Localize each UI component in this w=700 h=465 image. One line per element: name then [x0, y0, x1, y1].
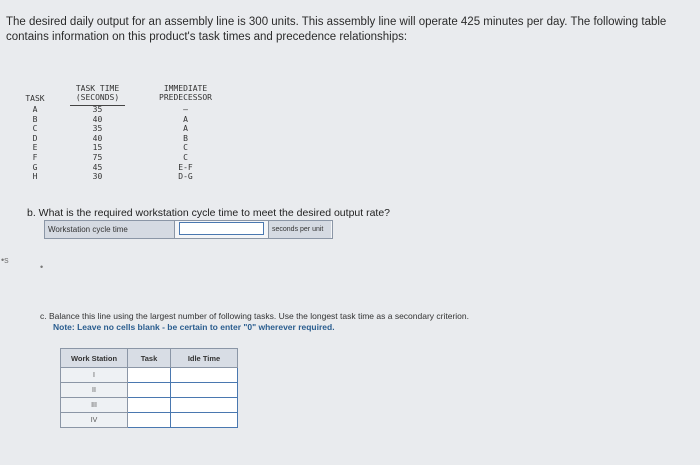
task-time-cell: 40 — [92, 133, 103, 143]
question-b: b. What is the required workstation cycle time to meet the desired output rate? — [27, 207, 391, 219]
header-idle-time: Idle Time — [171, 349, 238, 368]
task-input[interactable] — [128, 413, 171, 428]
header-time-2: (SECONDS) — [75, 93, 120, 102]
idle-time-input[interactable] — [171, 368, 238, 383]
task-pred-cell: B — [183, 133, 188, 143]
task-task-cell: B — [32, 114, 38, 124]
workstation-row — [61, 368, 238, 383]
task-time-cell: 35 — [92, 124, 103, 134]
header-time-1: TASK TIME — [75, 84, 120, 93]
cycle-time-input[interactable] — [179, 222, 264, 235]
task-task-cell: D — [32, 133, 38, 143]
note-text: Note: Leave no cells blank - be certain to enter "0" wherever required. — [53, 322, 335, 332]
stray-dot: • — [40, 262, 44, 272]
task-pred-cell: E-F — [178, 162, 193, 172]
task-task-cell: C — [32, 124, 38, 134]
task-pred-cell: A — [183, 124, 188, 134]
task-time-cell: 40 — [92, 114, 103, 124]
task-task-cell: F — [32, 153, 38, 162]
task-task-cell: G — [32, 162, 38, 172]
idle-time-input[interactable] — [171, 383, 238, 398]
task-task-cell: E — [32, 143, 38, 153]
task-time-cell: 75 — [92, 153, 103, 162]
workstation-row — [61, 413, 238, 428]
cycle-time-row — [44, 220, 333, 239]
task-input[interactable] — [128, 383, 171, 398]
task-time-cell: 45 — [92, 162, 103, 172]
intro-text: The desired daily output for an assembly line is 300 units. This assembly line will operate 425 minutes per day. The following table contains information on this product's task times and precedence relationships: — [6, 16, 667, 43]
task-pred-cell: A — [183, 114, 188, 124]
task-time-cell: 35 — [92, 105, 103, 114]
task-input[interactable] — [128, 368, 171, 383]
idle-time-input[interactable] — [171, 398, 238, 413]
task-time-cell: 15 — [92, 143, 103, 153]
header-task-col: Task — [128, 349, 171, 368]
task-info-table — [0, 80, 240, 200]
idle-time-input[interactable] — [171, 413, 238, 428]
workstation-number: III — [61, 398, 128, 413]
task-pred-cell: — — [183, 105, 188, 114]
margin-mark: •s — [1, 255, 9, 265]
task-task-cell: A — [32, 105, 38, 114]
cycle-time-unit: seconds per unit — [268, 221, 331, 238]
question-c: c. Balance this line using the largest number of following tasks. Use the longest task time as a secondary criterion. — [40, 311, 469, 321]
task-pred-cell: C — [183, 153, 188, 162]
header-pred-1: IMMEDIATE — [163, 84, 208, 93]
header-work-station: Work Station — [61, 349, 128, 368]
task-time-cell: 30 — [92, 172, 103, 182]
workstation-row — [61, 383, 238, 398]
task-task-cell: H — [32, 172, 38, 182]
workstation-number: IV — [61, 413, 128, 428]
task-pred-cell: C — [183, 143, 188, 153]
task-pred-cell: D-G — [178, 172, 193, 182]
header-pred-2: PREDECESSOR — [159, 93, 212, 102]
workstation-number: I — [61, 368, 128, 383]
task-input[interactable] — [128, 398, 171, 413]
header-underline — [70, 105, 125, 106]
workstation-row — [61, 398, 238, 413]
workstation-table — [60, 348, 238, 428]
header-task: TASK — [25, 94, 45, 103]
workstation-number: II — [61, 383, 128, 398]
cycle-time-label: Workstation cycle time — [45, 221, 175, 238]
